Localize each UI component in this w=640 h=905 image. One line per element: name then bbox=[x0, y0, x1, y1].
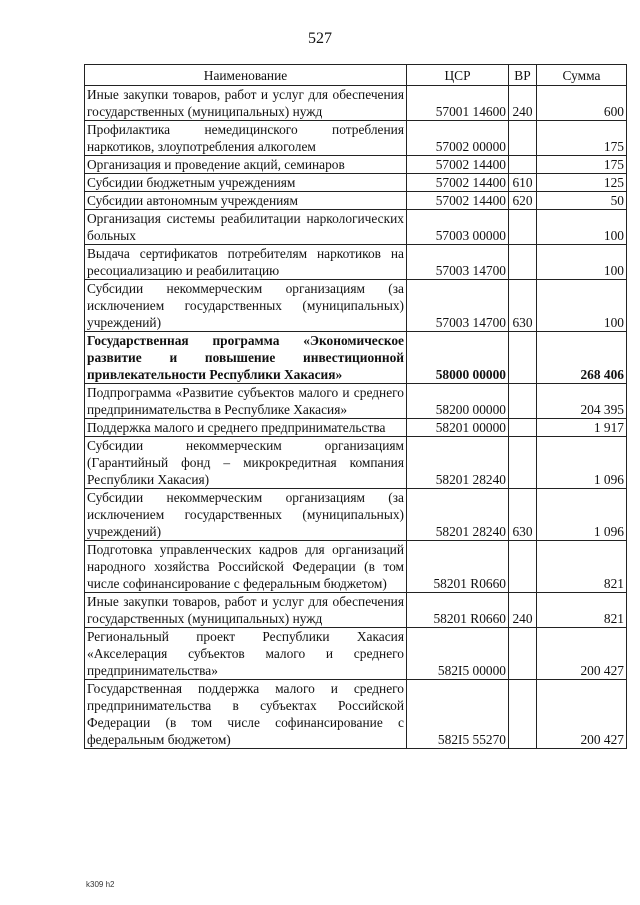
cell-csr: 57003 14700 bbox=[407, 280, 509, 332]
cell-vr bbox=[509, 680, 537, 749]
cell-vr bbox=[509, 384, 537, 419]
table-row bbox=[85, 419, 627, 437]
cell-sum: 268 406 bbox=[537, 332, 627, 384]
table-row bbox=[85, 628, 627, 680]
cell-name: Подпрограмма «Развитие субъектов малого и среднего предпринимательства в Республике Хакасия» bbox=[85, 384, 407, 419]
cell-name: Региональный проект Республики Хакасия «Акселерация субъектов малого и среднего предпринимательства» bbox=[85, 628, 407, 680]
cell-vr: 610 bbox=[509, 174, 537, 192]
cell-sum: 50 bbox=[537, 192, 627, 210]
cell-name: Субсидии бюджетным учреждениям bbox=[85, 174, 407, 192]
cell-csr: 57002 14400 bbox=[407, 174, 509, 192]
cell-sum: 600 bbox=[537, 86, 627, 121]
table-row bbox=[85, 280, 627, 332]
table-row bbox=[85, 593, 627, 628]
cell-name: Иные закупки товаров, работ и услуг для обеспечения государственных (муниципальных) нужд bbox=[85, 86, 407, 121]
cell-sum: 175 bbox=[537, 156, 627, 174]
table-row bbox=[85, 245, 627, 280]
cell-vr bbox=[509, 245, 537, 280]
cell-name: Государственная программа «Экономическое развитие и повышение инвестиционной привлекательности Республики Хакасия» bbox=[85, 332, 407, 384]
cell-sum: 1 917 bbox=[537, 419, 627, 437]
table-row bbox=[85, 121, 627, 156]
cell-name: Иные закупки товаров, работ и услуг для обеспечения государственных (муниципальных) нужд bbox=[85, 593, 407, 628]
table-row bbox=[85, 210, 627, 245]
cell-vr bbox=[509, 419, 537, 437]
cell-name: Субсидии автономным учреждениям bbox=[85, 192, 407, 210]
cell-name: Организация и проведение акций, семинаров bbox=[85, 156, 407, 174]
table-row bbox=[85, 192, 627, 210]
table-row bbox=[85, 437, 627, 489]
cell-vr: 630 bbox=[509, 280, 537, 332]
cell-sum: 175 bbox=[537, 121, 627, 156]
cell-sum: 1 096 bbox=[537, 489, 627, 541]
cell-csr: 58201 R0660 bbox=[407, 541, 509, 593]
cell-vr bbox=[509, 437, 537, 489]
cell-vr bbox=[509, 332, 537, 384]
cell-csr: 58201 00000 bbox=[407, 419, 509, 437]
cell-vr: 630 bbox=[509, 489, 537, 541]
table-row bbox=[85, 174, 627, 192]
table-row bbox=[85, 541, 627, 593]
cell-csr: 582I5 00000 bbox=[407, 628, 509, 680]
cell-name: Поддержка малого и среднего предпринимательства bbox=[85, 419, 407, 437]
page-number: 527 bbox=[308, 30, 332, 47]
cell-vr: 240 bbox=[509, 86, 537, 121]
cell-csr: 57003 14700 bbox=[407, 245, 509, 280]
table-row bbox=[85, 680, 627, 749]
cell-sum: 100 bbox=[537, 280, 627, 332]
cell-vr bbox=[509, 156, 537, 174]
cell-name: Профилактика немедицинского потребления наркотиков, злоупотребления алкоголем bbox=[85, 121, 407, 156]
cell-sum: 200 427 bbox=[537, 628, 627, 680]
cell-name: Государственная поддержка малого и среднего предпринимательства в субъектах Российской Федерации (в том числе софинансирование с федеральным бюджетом) bbox=[85, 680, 407, 749]
table-row bbox=[85, 86, 627, 121]
cell-csr: 57002 14400 bbox=[407, 192, 509, 210]
header-vr: ВР bbox=[509, 65, 537, 86]
cell-name: Подготовка управленческих кадров для организаций народного хозяйства Российской Федерации (в том числе софинансирование с федеральным бюджетом) bbox=[85, 541, 407, 593]
cell-sum: 204 395 bbox=[537, 384, 627, 419]
cell-sum: 200 427 bbox=[537, 680, 627, 749]
cell-vr: 620 bbox=[509, 192, 537, 210]
table-row bbox=[85, 384, 627, 419]
table-row bbox=[85, 156, 627, 174]
cell-name: Выдача сертификатов потребителям наркотиков на ресоциализацию и реабилитацию bbox=[85, 245, 407, 280]
cell-vr: 240 bbox=[509, 593, 537, 628]
cell-sum: 821 bbox=[537, 593, 627, 628]
cell-csr: 57001 14600 bbox=[407, 86, 509, 121]
cell-csr: 58201 28240 bbox=[407, 437, 509, 489]
cell-csr: 57002 14400 bbox=[407, 156, 509, 174]
cell-sum: 100 bbox=[537, 245, 627, 280]
cell-csr: 58000 00000 bbox=[407, 332, 509, 384]
table-row bbox=[85, 489, 627, 541]
budget-table bbox=[84, 64, 627, 749]
cell-sum: 125 bbox=[537, 174, 627, 192]
cell-vr bbox=[509, 121, 537, 156]
cell-sum: 821 bbox=[537, 541, 627, 593]
cell-name: Субсидии некоммерческим организациям (Гарантийный фонд – микрокредитная компания Республики Хакасия) bbox=[85, 437, 407, 489]
header-csr: ЦСР bbox=[407, 65, 509, 86]
cell-name: Субсидии некоммерческим организациям (за исключением государственных (муниципальных) учреждений) bbox=[85, 489, 407, 541]
cell-vr bbox=[509, 541, 537, 593]
cell-vr bbox=[509, 210, 537, 245]
cell-sum: 100 bbox=[537, 210, 627, 245]
cell-csr: 57003 00000 bbox=[407, 210, 509, 245]
table-body bbox=[85, 86, 627, 749]
cell-sum: 1 096 bbox=[537, 437, 627, 489]
cell-csr: 58200 00000 bbox=[407, 384, 509, 419]
table-row bbox=[85, 332, 627, 384]
cell-name: Субсидии некоммерческим организациям (за исключением государственных (муниципальных) учреждений) bbox=[85, 280, 407, 332]
header-sum: Сумма bbox=[537, 65, 627, 86]
cell-csr: 582I5 55270 bbox=[407, 680, 509, 749]
footer-code: k309 h2 bbox=[86, 880, 115, 889]
table-header-row bbox=[85, 65, 627, 86]
cell-vr bbox=[509, 628, 537, 680]
cell-csr: 58201 R0660 bbox=[407, 593, 509, 628]
cell-name: Организация системы реабилитации наркологических больных bbox=[85, 210, 407, 245]
header-name: Наименование bbox=[85, 65, 407, 86]
cell-csr: 58201 28240 bbox=[407, 489, 509, 541]
cell-csr: 57002 00000 bbox=[407, 121, 509, 156]
